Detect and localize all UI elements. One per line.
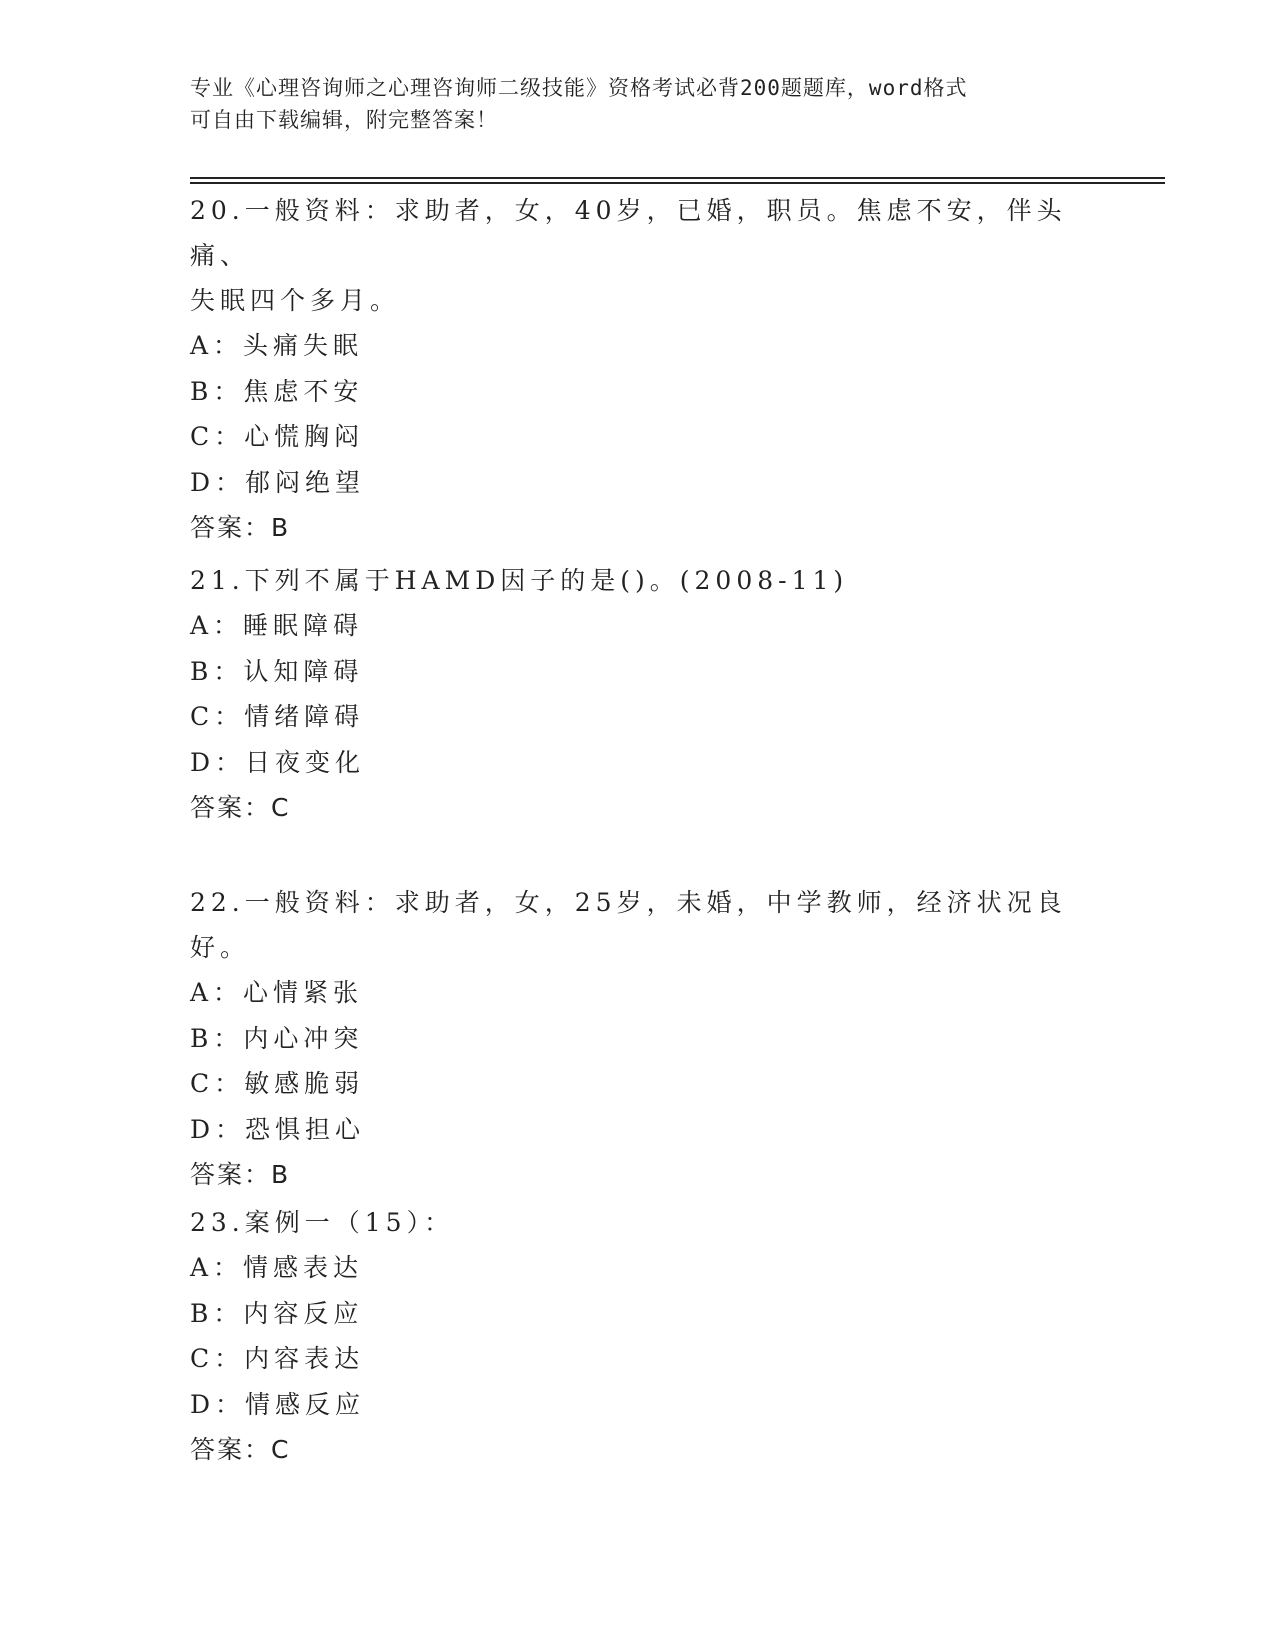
option-d: D：恐惧担心 [190, 1114, 366, 1144]
header-divider-top [190, 177, 1165, 179]
document-header [190, 72, 1090, 136]
answer: 答案：B [190, 1160, 291, 1189]
option-c: C：敏感脆弱 [190, 1069, 365, 1098]
option-d: D：郁闷绝望 [190, 467, 366, 497]
option-c: C：心慌胸闷 [190, 422, 365, 451]
option-c: C：内容表达 [190, 1344, 365, 1373]
answer: 答案：C [190, 1435, 291, 1464]
question-21 [190, 558, 1090, 830]
option-d: D：日夜变化 [190, 747, 366, 777]
question-stem: 22.一般资料：求助者，女，25岁，未婚，中学教师，经济状况良好。 [190, 888, 1067, 962]
question-22 [190, 880, 1090, 1197]
header-line-2: 可自由下载编辑，附完整答案！ [190, 108, 498, 132]
option-b: B：认知障碍 [190, 656, 364, 686]
option-c: C：情绪障碍 [190, 702, 365, 731]
question-stem: 20.一般资料：求助者，女，40岁，已婚，职员。焦虑不安，伴头痛、 [190, 196, 1067, 270]
option-a: A：心情紧张 [190, 978, 364, 1007]
answer: 答案：C [190, 793, 291, 822]
question-stem: 23.案例一（15）： [190, 1208, 455, 1237]
question-23 [190, 1200, 1090, 1472]
question-20 [190, 188, 1090, 550]
question-stem: 21.下列不属于HAMD因子的是()。(2008-11) [190, 566, 849, 595]
question-stem: 失眠四个多月。 [190, 286, 401, 315]
header-divider-bottom [190, 182, 1165, 184]
option-b: B：内容反应 [190, 1298, 364, 1328]
option-a: A：情感表达 [190, 1253, 364, 1282]
option-b: B：内心冲突 [190, 1023, 364, 1053]
header-line-1: 专业《心理咨询师之心理咨询师二级技能》资格考试必背200题题库，word格式 [190, 76, 968, 100]
option-b: B：焦虑不安 [190, 376, 364, 406]
option-a: A：睡眠障碍 [190, 611, 364, 640]
option-a: A：头痛失眠 [190, 331, 364, 360]
option-d: D：情感反应 [190, 1389, 366, 1419]
answer: 答案：B [190, 513, 291, 542]
